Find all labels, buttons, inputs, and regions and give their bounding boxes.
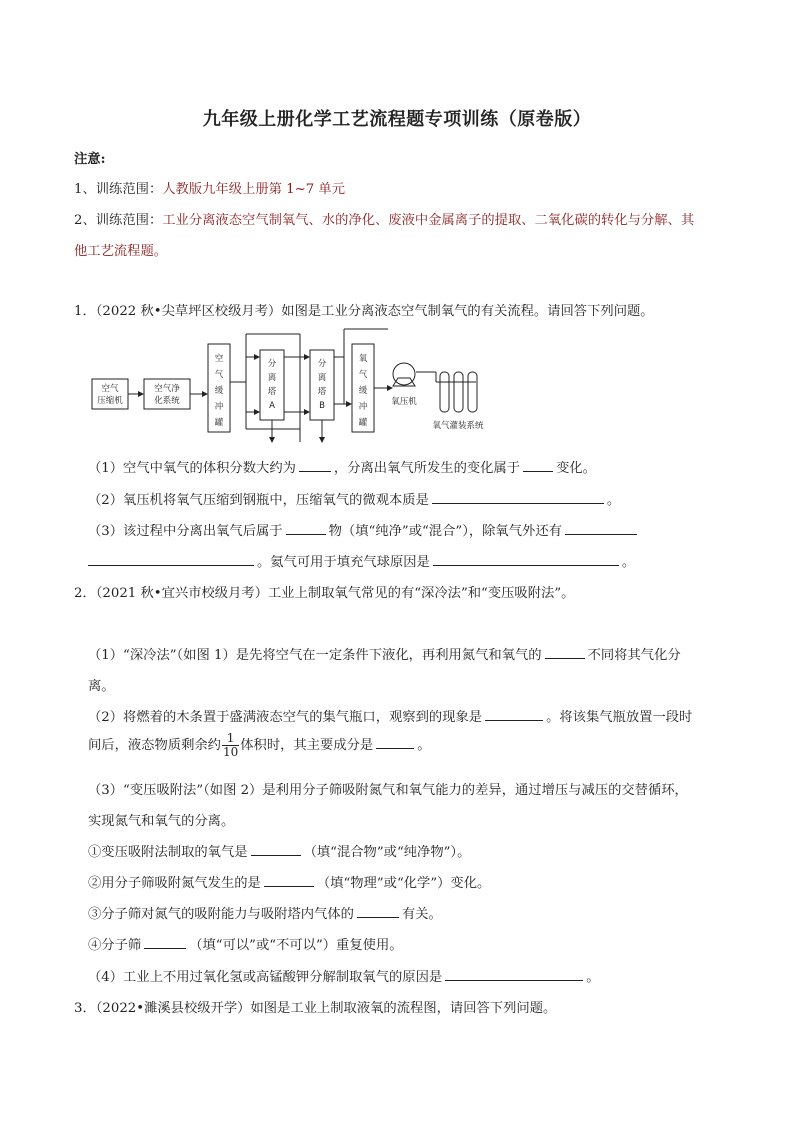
q1-part-3 — [88, 520, 640, 539]
fraction-one-tenth — [222, 732, 239, 759]
q2-s2-text: （填“物理”或“化学”）变化。 — [316, 876, 491, 891]
box2-line1: 空气净 — [154, 384, 180, 394]
notice-line-2-cont: 他工艺流程题。 — [74, 244, 168, 259]
q2-p2-text: 。将该集气瓶放置一段时 — [546, 710, 693, 725]
q1-stem: 1．（2022 秋•尖草坪区校级月考）如图是工业分离液态空气制氧气的有关流程。请回答下列问题。 — [74, 304, 654, 319]
q2-part-1 — [88, 644, 681, 663]
notice-line-1 — [74, 178, 345, 197]
answer-blank[interactable] — [299, 457, 331, 472]
answer-blank[interactable] — [264, 872, 314, 887]
q2-sub-2 — [88, 872, 490, 891]
q1-p2-text: （2）氧压机将氧气压缩到钢瓶中，压缩氧气的微观本质是 — [88, 493, 429, 508]
q1-p1-text: ，分离出氧气所发生的变化属于 — [333, 461, 521, 476]
q2-s3-text: 有关。 — [401, 907, 442, 922]
gas-cylinder-icon — [440, 372, 449, 412]
tank1-char: 冲 — [214, 402, 224, 412]
fraction-numerator: 1 — [222, 732, 239, 746]
q1-p3-text: 。氦气可用于填充气球原因是 — [257, 555, 430, 570]
tank1-char: 空 — [214, 354, 224, 364]
q2-part-3: （3）“变压吸附法”（如图 2）是利用分子筛吸附氮气和氧气能力的差异，通过增压与减压的交替循环， — [88, 783, 688, 798]
page-title: 九年级上册化学工艺流程题专项训练（原卷版） — [202, 109, 592, 130]
tower-b-char: 塔 — [317, 387, 327, 397]
q2-s3-text: ③分子筛对氮气的吸附能力与吸附塔内气体的 — [88, 907, 354, 922]
q2-stem: 2．（2021 秋•宜兴市校级月考）工业上制取氧气常见的有“深冷法”和“变压吸附法”。 — [74, 586, 575, 601]
notice-line-2 — [74, 209, 694, 228]
notice-line-2-prefix: 2、训练范围： — [74, 213, 163, 228]
q2-part-4 — [88, 966, 599, 985]
answer-blank[interactable] — [357, 903, 399, 918]
q1-part-3-cont — [88, 551, 635, 570]
answer-blank[interactable] — [545, 644, 585, 659]
tower-b-char: B — [319, 401, 325, 411]
answer-blank[interactable] — [144, 934, 186, 949]
q2-part-1-cont: 离。 — [88, 679, 115, 694]
q2-s2-text: ②用分子筛吸附氮气发生的是 — [88, 876, 261, 891]
q1-p3-text: （3）该过程中分离出氧气后属于 — [88, 524, 283, 539]
fraction-denominator: 10 — [222, 745, 239, 759]
q1-p3-text: 物（填“纯净”或“混合”），除氧气外还有 — [328, 524, 562, 539]
q2-p2-text: 。 — [417, 738, 431, 753]
q2-p1-text: （1）“深冷法”（如图 1）是先将空气在一定条件下液化，再利用氮气和氧气的 — [88, 648, 542, 663]
notice-line-2-value: 工业分离液态空气制氧气、水的净化、废液中金属离子的提取、二氧化碳的转化与分解、其 — [162, 213, 695, 228]
q1-p1-text: （1）空气中氧气的体积分数大约为 — [88, 461, 296, 476]
q1-p2-text: 。 — [606, 493, 621, 508]
notice-label: 注意: — [74, 152, 106, 167]
gas-cylinder-icon — [468, 372, 477, 412]
q2-p4-text: （4）工业上不用过氧化氢或高锰酸钾分解制取氧气的原因是 — [88, 970, 443, 985]
q2-part-2-cont — [88, 732, 431, 759]
tank1-char: 气 — [214, 370, 224, 380]
q1-flow-diagram — [88, 324, 508, 446]
q2-s4-text: ④分子筛 — [88, 938, 142, 953]
box2-line2: 化系统 — [154, 396, 180, 406]
answer-blank[interactable] — [433, 551, 619, 566]
tower-a-char: 塔 — [267, 387, 277, 397]
answer-blank[interactable] — [432, 489, 604, 504]
q2-p1-text: 不同将其气化分 — [587, 648, 681, 663]
tower-b-char: 分 — [317, 359, 327, 369]
gas-cylinder-icon — [454, 372, 463, 412]
notice-line-1-value: 人教版九年级上册第 1~7 单元 — [162, 182, 346, 197]
tower-a-char: A — [269, 401, 275, 411]
q1-p1-text: 变化。 — [556, 461, 596, 476]
tower-a-char: 离 — [267, 373, 277, 383]
tank2-char: 冲 — [358, 402, 368, 412]
q2-sub-4 — [88, 934, 403, 953]
q1-part-2 — [88, 489, 620, 508]
tower-a-char: 分 — [267, 359, 277, 369]
q2-s4-text: （填“可以”或“不可以”）重复使用。 — [189, 938, 403, 953]
answer-blank[interactable] — [523, 457, 553, 472]
q3-stem: 3．（2022•濉溪县校级开学）如图是工业上制取液氧的流程图，请回答下列问题。 — [74, 1001, 557, 1016]
q2-sub-1 — [88, 841, 470, 860]
q2-p2-text: 体积时，其主要成分是 — [240, 738, 374, 753]
box1-line1: 空气 — [101, 384, 119, 394]
box1-line2: 压缩机 — [97, 396, 123, 406]
tank1-char: 罐 — [214, 418, 224, 428]
tank2-char: 缓 — [358, 386, 368, 396]
compressor-label: 氧压机 — [391, 397, 417, 407]
answer-blank[interactable] — [376, 734, 414, 749]
answer-blank[interactable] — [565, 520, 637, 535]
tower-b-char: 离 — [317, 373, 327, 383]
q2-s1-text: （填“混合物”或“纯净物”）。 — [303, 845, 471, 860]
tank2-char: 罐 — [358, 418, 368, 428]
q2-s1-text: ①变压吸附法制取的氧气是 — [88, 845, 248, 860]
tank2-char: 氧 — [358, 354, 368, 364]
q2-sub-3 — [88, 903, 442, 922]
oxygen-compressor-icon — [393, 363, 415, 385]
q2-p4-text: 。 — [586, 970, 600, 985]
tank2-char: 气 — [358, 370, 368, 380]
q1-part-1 — [88, 457, 596, 476]
q1-p3-text: 。 — [621, 555, 636, 570]
q2-p2-text: 间后，液态物质剩余约 — [88, 738, 221, 753]
answer-blank[interactable] — [286, 520, 326, 535]
notice-line-1-prefix: 1、训练范围： — [74, 182, 163, 197]
answer-blank[interactable] — [251, 841, 301, 856]
answer-blank[interactable] — [445, 966, 583, 981]
filling-label: 氧气灌装系统 — [432, 421, 484, 431]
q2-part-2 — [88, 706, 692, 725]
q2-part-3-cont: 实现氮气和氧气的分离。 — [88, 814, 235, 829]
q2-p2-text: （2）将燃着的木条置于盛满液态空气的集气瓶口，观察到的现象是 — [88, 710, 483, 725]
answer-blank[interactable] — [485, 706, 543, 721]
tank1-char: 缓 — [214, 386, 224, 396]
answer-blank[interactable] — [88, 551, 254, 566]
